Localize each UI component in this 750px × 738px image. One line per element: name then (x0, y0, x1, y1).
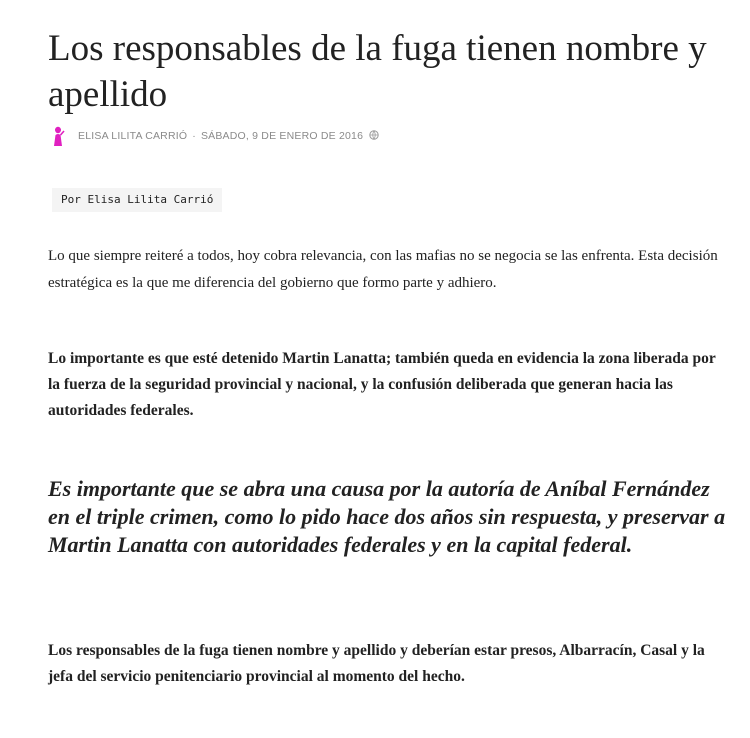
meta-separator: · (192, 130, 196, 142)
author-name[interactable]: ELISA LILITA CARRIÓ (78, 130, 188, 142)
byline: Por Elisa Lilita Carrió (52, 188, 222, 212)
author-avatar[interactable] (48, 125, 68, 147)
article-title: Los responsables de la fuga tienen nombre y apellido (48, 28, 707, 115)
paragraph-1: Lo que siempre reiteré a todos, hoy cobra relevancia, con las mafias no se negocia se las enfrenta. Esta decisión estratégica es la que me diferencia del gobierno que formo parte y adhiero. (48, 248, 718, 291)
article-meta (48, 124, 379, 148)
pull-quote: Es importante que se abra una causa por la autoría de Aníbal Fernández en el triple crimen, como lo pido hace dos años sin respuesta, y preservar a Martin Lanatta con autoridades federales y en la capital federal. (48, 476, 726, 557)
paragraph-4: Los responsables de la fuga tienen nombre y apellido y deberían estar presos, Albarracín, Casal y la jefa del servicio penitenciario provincial al momento del hecho. (48, 642, 705, 685)
globe-icon (369, 130, 379, 143)
publish-date[interactable]: SÁBADO, 9 DE ENERO DE 2016 (200, 130, 364, 142)
paragraph-2: Lo importante es que esté detenido Martin Lanatta; también queda en evidencia la zona liberada por la fuerza de la seguridad provincial y nacional, y la confusión deliberada que generan hacia las autoridades federales. (48, 350, 716, 419)
